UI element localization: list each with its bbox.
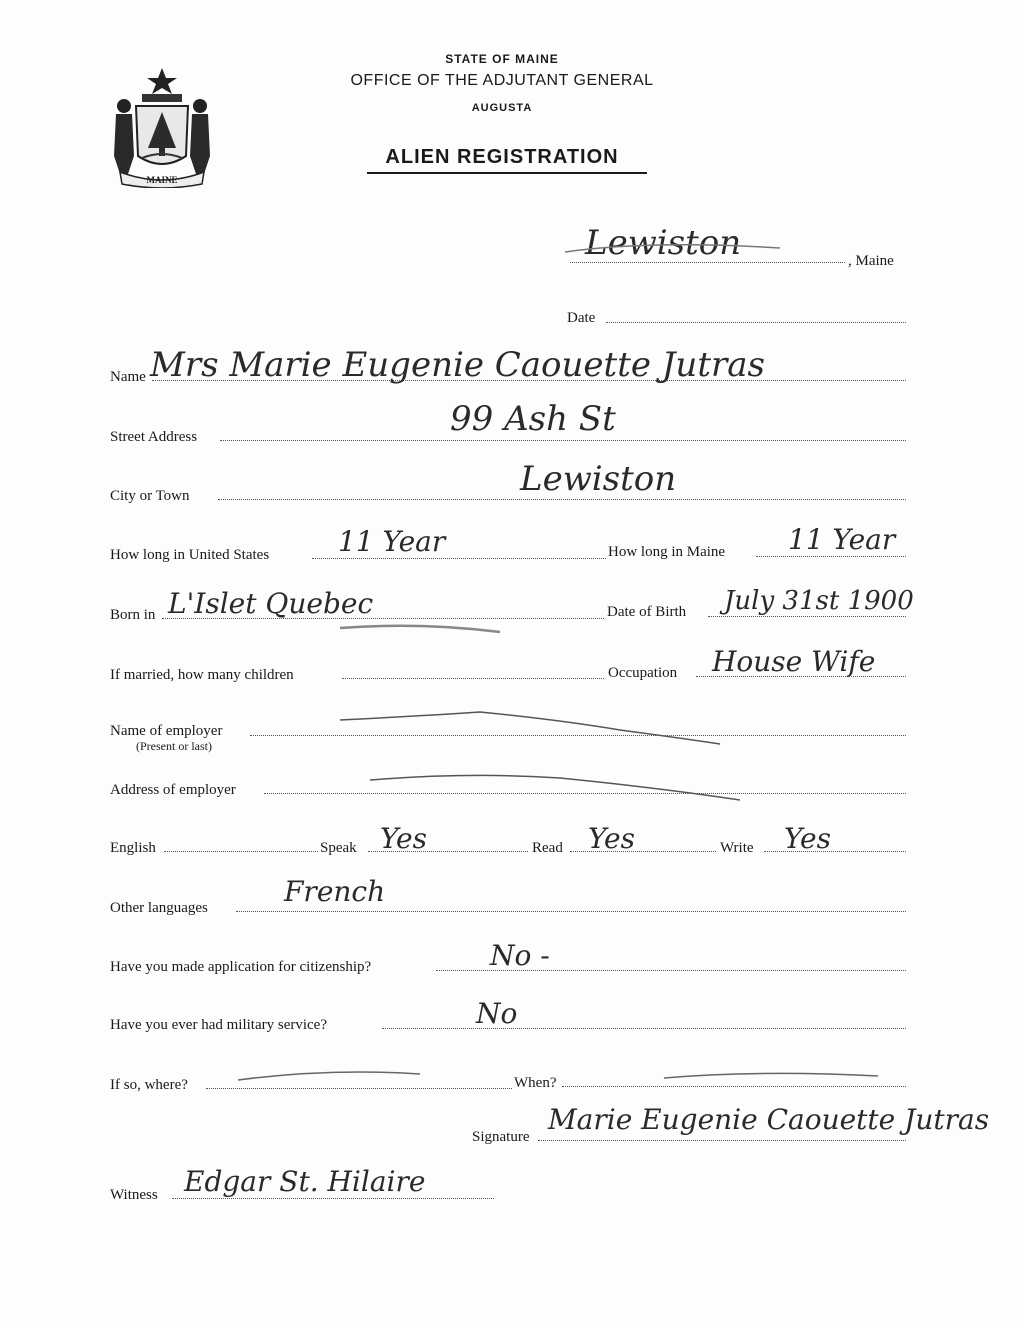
- how-long-us-entry[interactable]: 11 Year: [338, 525, 446, 558]
- street-entry[interactable]: 99 Ash St: [450, 399, 616, 439]
- how-long-maine-entry[interactable]: 11 Year: [788, 523, 896, 556]
- date-label: Date: [567, 310, 596, 326]
- office-heading: OFFICE OF THE ADJUTANT GENERAL: [350, 72, 654, 89]
- citizenship-entry[interactable]: No -: [490, 939, 550, 972]
- occupation-entry[interactable]: House Wife: [712, 645, 876, 678]
- form-title: ALIEN REGISTRATION: [385, 146, 619, 168]
- read-label: Read: [532, 840, 563, 856]
- name-entry[interactable]: Mrs Marie Eugenie Caouette Jutras: [150, 345, 765, 385]
- witness-label: Witness: [110, 1187, 158, 1203]
- military-entry[interactable]: No: [476, 997, 518, 1030]
- signature-label: Signature: [472, 1129, 530, 1145]
- state-heading: STATE OF MAINE: [445, 52, 559, 66]
- speak-label: Speak: [320, 840, 357, 856]
- date-of-birth-label: Date of Birth: [607, 604, 687, 620]
- write-label: Write: [720, 840, 754, 856]
- street-label: Street Address: [110, 429, 198, 445]
- english-label: English: [110, 840, 156, 856]
- when-label: When?: [514, 1075, 557, 1091]
- how-long-us-label: How long in United States: [110, 547, 270, 563]
- speak-entry[interactable]: Yes: [380, 822, 427, 855]
- children-label: If married, how many children: [110, 667, 294, 683]
- maine-label: , Maine: [848, 253, 894, 269]
- town-entry[interactable]: Lewiston: [585, 223, 742, 263]
- military-label: Have you ever had military service?: [110, 1017, 327, 1033]
- city-entry[interactable]: Lewiston: [520, 459, 677, 499]
- if-so-where-label: If so, where?: [110, 1077, 188, 1093]
- city-label: City or Town: [110, 488, 190, 504]
- employer-name-sublabel: (Present or last): [136, 739, 212, 753]
- witness-entry[interactable]: Edgar St. Hilaire: [184, 1165, 426, 1198]
- citizenship-label: Have you made application for citizenship?: [110, 959, 372, 975]
- employer-name-label: Name of employer: [110, 723, 223, 739]
- occupation-label: Occupation: [608, 665, 678, 681]
- born-in-entry[interactable]: L'Islet Quebec: [168, 587, 374, 620]
- name-label: Name: [110, 369, 146, 385]
- how-long-maine-label: How long in Maine: [608, 544, 726, 560]
- born-in-label: Born in: [110, 607, 156, 623]
- seal-lettering: MAINE: [146, 175, 178, 185]
- write-entry[interactable]: Yes: [784, 822, 831, 855]
- city-heading: AUGUSTA: [471, 102, 533, 114]
- read-entry[interactable]: Yes: [588, 822, 635, 855]
- signature-entry[interactable]: Marie Eugenie Caouette Jutras: [548, 1103, 990, 1136]
- other-languages-entry[interactable]: French: [284, 875, 386, 908]
- date-of-birth-entry[interactable]: July 31st 1900: [724, 586, 914, 616]
- other-languages-label: Other languages: [110, 900, 208, 916]
- employer-address-label: Address of employer: [110, 782, 236, 798]
